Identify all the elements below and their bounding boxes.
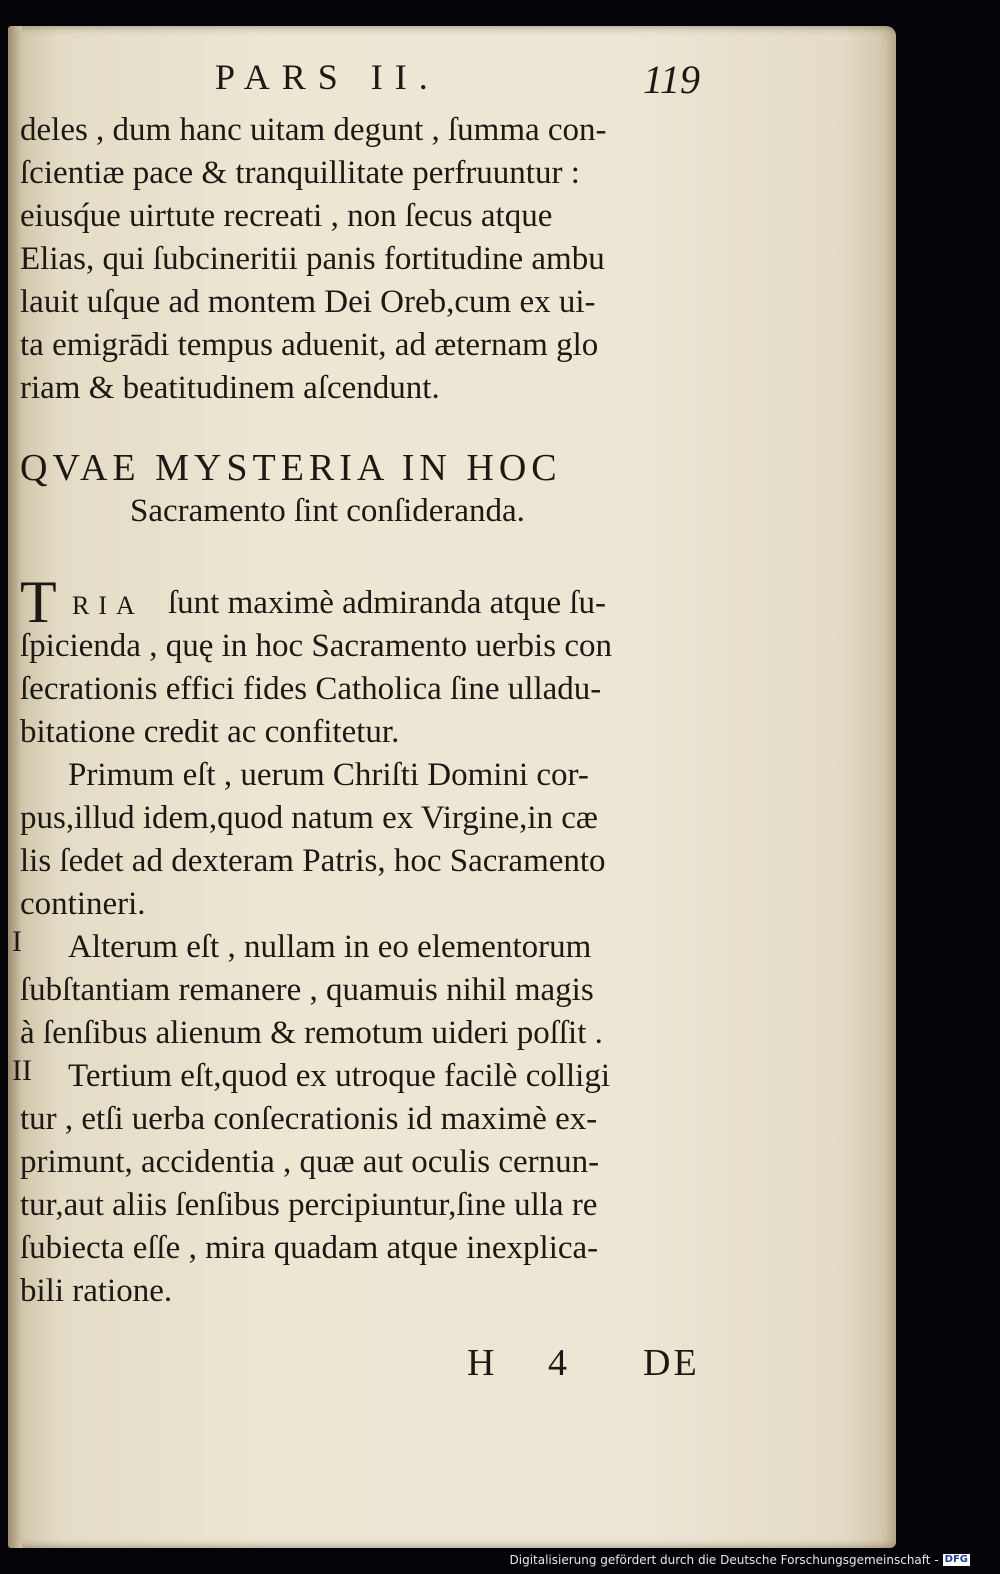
margin-marker: I <box>12 925 22 958</box>
section-subheading: Sacramento ſint conſideranda. <box>130 493 525 529</box>
text-line: ſecrationis effici fides Catholica ſine ulladu- <box>20 671 602 707</box>
page-number: 119 <box>643 57 701 102</box>
text-line: à ſenſibus alienum & remotum uideri poſſit . <box>20 1015 603 1051</box>
text-line: primunt, accidentia , quæ aut oculis cernun- <box>20 1144 600 1180</box>
drop-capital: T <box>20 569 57 635</box>
text-line: tur , etſi uerba conſecrationis id maximè ex- <box>20 1101 598 1137</box>
text-line: eiusq́ue uirtute recreati , non ſecus atque <box>20 198 553 234</box>
text-line: Elias, qui ſubcineritii panis fortitudine ambu <box>20 241 605 277</box>
dfg-logo: DFG <box>944 1554 968 1565</box>
margin-marker: II <box>12 1054 32 1087</box>
catchword: DE <box>643 1342 700 1384</box>
text-line: contineri. <box>20 886 146 922</box>
text-line: ta emigrādi tempus aduenit, ad æternam glo <box>20 327 599 363</box>
text-line: Primum eſt , uerum Chriſti Domini cor- <box>68 757 589 793</box>
text-line: pus,illud idem,quod natum ex Virgine,in cæ <box>20 800 598 836</box>
text-line: ſunt maximè admiranda atque ſu- <box>168 585 607 621</box>
section-heading: QVAE MYSTERIA IN HOC <box>20 447 562 489</box>
small-caps-opening: RIA <box>72 591 144 620</box>
text-line: lauit uſque ad montem Dei Oreb,cum ex ui- <box>20 284 596 320</box>
running-head: PARS II. <box>215 57 440 97</box>
funding-credit <box>510 1553 971 1567</box>
text-line: tur,aut aliis ſenſibus percipiuntur,ſine ulla re <box>20 1187 598 1223</box>
signature-mark: H 4 <box>467 1342 589 1384</box>
text-line: bili ratione. <box>20 1273 173 1309</box>
text-line: Alterum eſt , nullam in eo elementorum <box>68 929 592 965</box>
text-line: deles , dum hanc uitam degunt , ſumma con- <box>20 112 607 148</box>
text-line: ſpicienda , quę in hoc Sacramento uerbis con <box>20 628 612 664</box>
funding-credit-text: Digitalisierung gefördert durch die Deutsche Forschungsgemeinschaft - <box>509 1553 939 1567</box>
text-line: riam & beatitudinem aſcendunt. <box>20 370 440 406</box>
text-line: Tertium eſt,quod ex utroque facilè colligi <box>68 1058 611 1094</box>
text-line: lis ſedet ad dexteram Patris, hoc Sacramento <box>20 843 606 879</box>
text-line: ſcientiæ pace & tranquillitate perfruuntur : <box>20 155 580 191</box>
text-line: ſubiecta eſſe , mira quadam atque inexplica- <box>20 1230 599 1266</box>
text-line: bitatione credit ac confitetur. <box>20 714 400 750</box>
text-line: ſubſtantiam remanere , quamuis nihil magis <box>20 972 594 1008</box>
